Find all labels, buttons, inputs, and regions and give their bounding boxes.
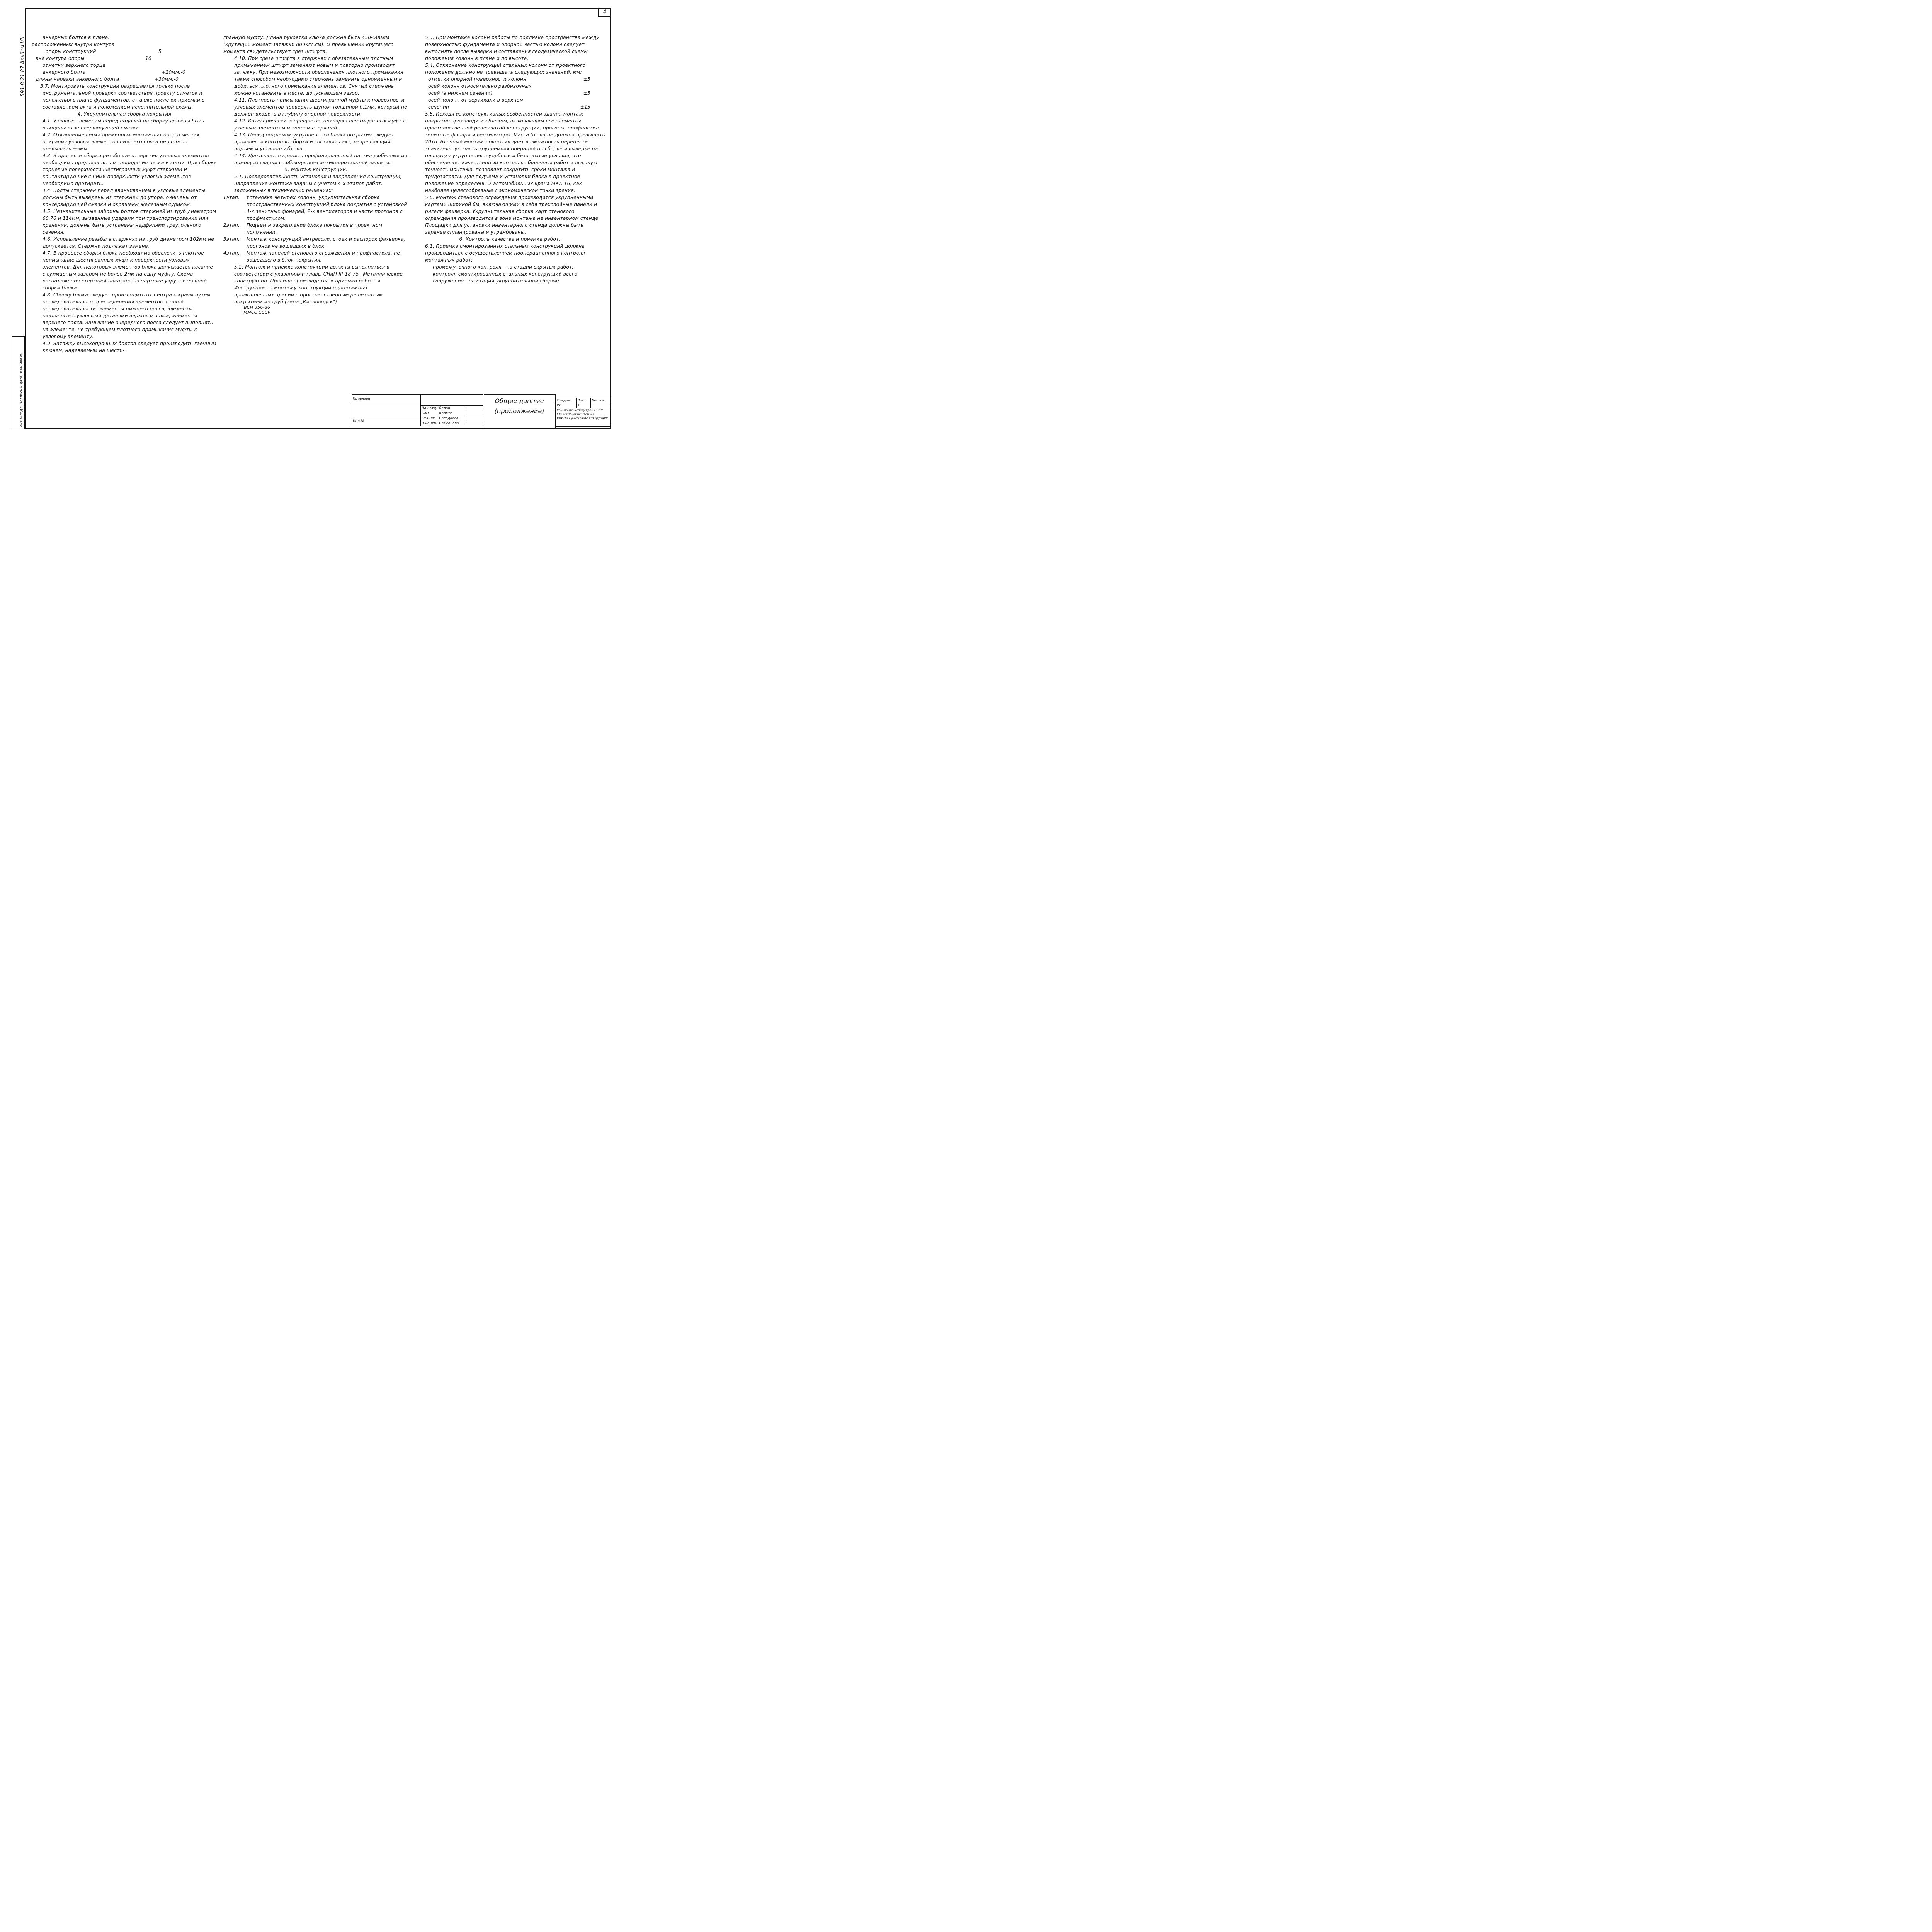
sheet-number: 4 xyxy=(598,8,611,17)
paragraph: 4.3. В процессе сборки резьбовые отверстия узловых элементов необходимо предохранять от попадания песка и грязи. При сборке торцевые поверхности шестигранных муфт стержней и контактирующие с ними поверхности узловых элементов необходимо протирать. xyxy=(43,153,218,186)
album-label: 591-8-21.87 Альбом VII xyxy=(20,36,26,97)
tolerance-row: вне контура опоры. 10 xyxy=(36,56,151,61)
text-column-1 xyxy=(32,34,217,354)
section-heading: 4. Укрупнительная сборка покрытия xyxy=(77,111,172,117)
text-column-2 xyxy=(223,34,409,315)
paragraph: 5.4. Отклонение конструкций стальных колонн от проектного положения должно не превышать следующих значений, мм: xyxy=(425,63,587,75)
paragraph: 4.13. Перед подъемом укрупненного блока покрытия следует произвести контроль сборки и составить акт, разрешающий подъем и установку блока. xyxy=(234,132,396,151)
document-title: Общие данные (продолжение) xyxy=(494,397,544,415)
tolerance-row: отметки опорной поверхности колонн ±5 xyxy=(428,77,590,82)
stage-header: Стадия xyxy=(556,398,577,403)
paragraph: 5.1. Последовательность установки и закрепления конструкций, направление монтажа заданы с учетом 4-х этапов работ, заложенных в технических решениях: xyxy=(234,174,404,193)
paragraph: 4.5. Незначительные забоины болтов стержней из труб диаметром 60,76 и 114мм, вызванные ударами при транспортировании или хранении, должны быть устранены надфилями треугольного сечения. xyxy=(43,209,218,235)
paragraph: 4.11. Плотность примыкания шестигранной муфты к поверхности узловых элементов проверять щупом толщиной 0,1мм, который не должен входить в глубину опорной поверхности. xyxy=(234,97,409,117)
drawing-sheet xyxy=(0,0,618,435)
stage-value: РП xyxy=(556,403,577,408)
paragraph: 4.8. Сборку блока следует производить от центра к краям путем последовательного присоединения элементов в такой последовательности: элементы нижнего пояса, элементы наклонные с узловыми деталями верхнего пояса, элементы верхнего пояса. Замыкание очередного пояса следует выполнять на элементе, не требующем плотного примыкания муфты к узловому элементу. xyxy=(43,292,215,339)
organization: Минмонтажспецстрой СССР Главстальконструкция ВНИПИ Промстальконструкция xyxy=(556,408,611,427)
paragraph: анкерных болтов в плане: xyxy=(43,35,110,40)
paragraph: контроля смонтированных стальных конструкций всего сооружения - на стадии укрупнительной сборки; xyxy=(433,271,579,284)
privyazan-label: Привязан xyxy=(352,395,421,403)
paragraph: 6.1. Приемка смонтированных стальных конструкций должна производиться с осуществлением пооперационного контроля монтажных работ: xyxy=(425,243,587,263)
binding-table xyxy=(352,394,421,424)
paragraph: 4.14. Допускается крепить профилированный настил дюбелями и с помощью сварки с соблюдением антикоррозионной защиты. xyxy=(234,153,410,165)
paragraph: гранную муфту. Длина рукоятки ключа должна быть 450-500мм (крутящий момент затяжки 800кгс.см). О превышении крутящего момента свидетельствует срез штифта. xyxy=(223,35,395,54)
paragraph: 5.3. При монтаже колонн работы по подливке пространства между поверхностью фундамента и опорной частью колонн следует выполнять после выверки и составления геодезической схемы положения колонн в плане и по высоте. xyxy=(425,35,601,61)
section-heading: 6. Контроль качества и приемка работ. xyxy=(459,236,561,242)
paragraph: 5.6. Монтаж стенового ограждения производится укрупненными картами шириной 6м, включающими в себя трехслойные панели и ригели фахверка. Укрупнительная сборка карт стенового ограждения производится в зоне монтажа на инвентарном стенде. Площадки для установки инвентарного стенда должны быть заранее спланированы и утрамбованы. xyxy=(425,195,602,235)
paragraph: 4.10. При срезе штифта в стержнях с обязательным плотным примыканием штифт заменяют новым и повторно производят затяжку. При невозможности обеспечения плотного примыкания таким способом необходимо стержень заменить одноименным и добиться плотного примыкания элементов. Снятый стержень можно установить в месте, допускающем зазор. xyxy=(234,56,405,96)
tolerance-row: сечении ±15 xyxy=(428,104,590,110)
paragraph: 5.5. Исходя из конструктивных особенностей здания монтаж покрытия производится блоком, включающим все элементы пространственной решетчатой конструкции, прогоны, профнастил, зенитные фонари и вентиляторы. Масса блока не должна превышать 20тн. Блочный монтаж покрытия дает возможность перенести значительную часть трудоемких операций по сборке и выверке на площадку укрупнения в удобные и безопасные условия, что обеспечивает качественный контроль сборочных работ и высокую точность монтажа, позволяет сократить сроки монтажа и трудозатраты. Для подъема и установки блока в проектное положение определены 2 автомобильных крана МКА-16, как наиболее целесообразные с экономической точки зрения. xyxy=(425,111,607,193)
sheet-header: Лист xyxy=(576,398,590,403)
paragraph: 5.2. Монтаж и приемка конструкций должны выполняться в соответствии с указаниями главы СНиП III-18-75 „Металлические конструкции. Правила производства и приемки работ" и Инструкции по монтажу конструкций одноэтажных промышленных зданий с пространственным решетчатым покрытием из труб (типа „Кисловодск") $\frac{\text{ВСН 356-86}}{\text{ММСС СССР}}$ xyxy=(234,264,405,315)
signatures-table xyxy=(420,406,483,426)
paragraph: 4.12. Категорически запрещается приварка шестигранных муфт к узловым элементам и торцам стержней. xyxy=(234,118,408,131)
signature-row: Ст.инж. Соседкова xyxy=(421,416,483,421)
paragraph: 3.7. Монтировать конструкции разрешается только после инструментальной проверки соответствия проекту отметок и положения в плане фундаментов, а также после их приемки с составлением акта и положением исполнительной схемы. xyxy=(40,83,206,110)
stamp-header-cells xyxy=(420,394,483,406)
section-heading: 5. Монтаж конструкций. xyxy=(284,167,348,172)
paragraph: 4.2. Отклонение верха временных монтажных опор в местах опирания узловых элементов нижнего пояса не должно превышать ±5мм. xyxy=(43,132,201,151)
tolerance-row: длины нарезки анкерного болта +30мм;-0 xyxy=(36,77,179,82)
text-column-3 xyxy=(414,34,605,284)
stage-item: 4этап. Монтаж панелей стенового ограждения и профнастила, не вошедшего в блок покрытия. xyxy=(223,250,400,263)
signature-row: Нач.отд. Белов xyxy=(421,406,483,411)
paragraph: отметки верхнего торца xyxy=(43,63,105,68)
stage-item: 3этап. Монтаж конструкций антресоли, стоек и распорок фахверка, прогонов не вошедших в блок. xyxy=(223,236,405,249)
paragraph: промежуточного контроля - на стадии скрытых работ; xyxy=(433,264,574,270)
sheets-value xyxy=(590,403,610,408)
stage-sheet-table xyxy=(556,398,611,427)
paragraph: осей колонн относительно разбивочных xyxy=(428,83,532,89)
tolerance-row: опоры конструкций 5 xyxy=(46,49,162,54)
paragraph: 4.6. Исправление резьбы в стержнях из труб диаметром 102мм не допускается. Стержни подлежат замене. xyxy=(43,236,216,249)
side-stamp: Инв.№подл. Подпись и дата Взам.инв.№ xyxy=(12,336,25,429)
sheet-value: 3 xyxy=(576,403,590,408)
signature-row: Н.контр. Самсонова xyxy=(421,421,483,426)
paragraph: осей колонн от вертикали в верхнем xyxy=(428,97,523,103)
stage-item: 2этап. Подъем и закрепление блока покрытия в проектном положении. xyxy=(223,223,383,235)
paragraph: 4.7. В процессе сборки блока необходимо обеспечить плотное примыкание шестигранных муфт к поверхности узловых элементов. Для некоторых элементов блока допускается касание с суммарным зазором не более 2мм на одну муфту. Схема расположения стержней показана на чертеже укрупнительной сборки блока. xyxy=(43,250,215,291)
paragraph: расположенных внутри контура xyxy=(32,42,115,47)
signature-row: ГИП Кормов xyxy=(421,411,483,416)
paragraph: 4.9. Затяжку высокопрочных болтов следует производить гаечным ключем, надеваемым на шести- xyxy=(43,341,218,353)
stage-item: 1этап. Установка четырех колонн, укрупнительная сборка пространственных конструкций блока покрытия с установкой 4-х зенитных фонарей, 2-х вентиляторов и части прогонов с профнастилом. xyxy=(223,195,407,221)
paragraph: 4.1. Узловые элементы перед подачей на сборку должны быть очищены от консервирующей смазки. xyxy=(43,118,206,131)
inv-label: Инв.№ xyxy=(352,418,421,424)
paragraph: 4.4. Болты стержней перед ввинчиванием в узловые элементы должны быть выведены из стержней до упора, очищены от консервирующей смазки и окрашены железным суриком. xyxy=(43,188,207,207)
tolerance-row: осей (в нижнем сечении) ±5 xyxy=(428,90,590,96)
sheets-header: Листов xyxy=(590,398,610,403)
fraction: $\frac{\text{ВСН 356-86}}{\text{ММСС СССР}}$ xyxy=(243,305,270,315)
tolerance-row: анкерного болта +20мм;-0 xyxy=(43,70,185,75)
